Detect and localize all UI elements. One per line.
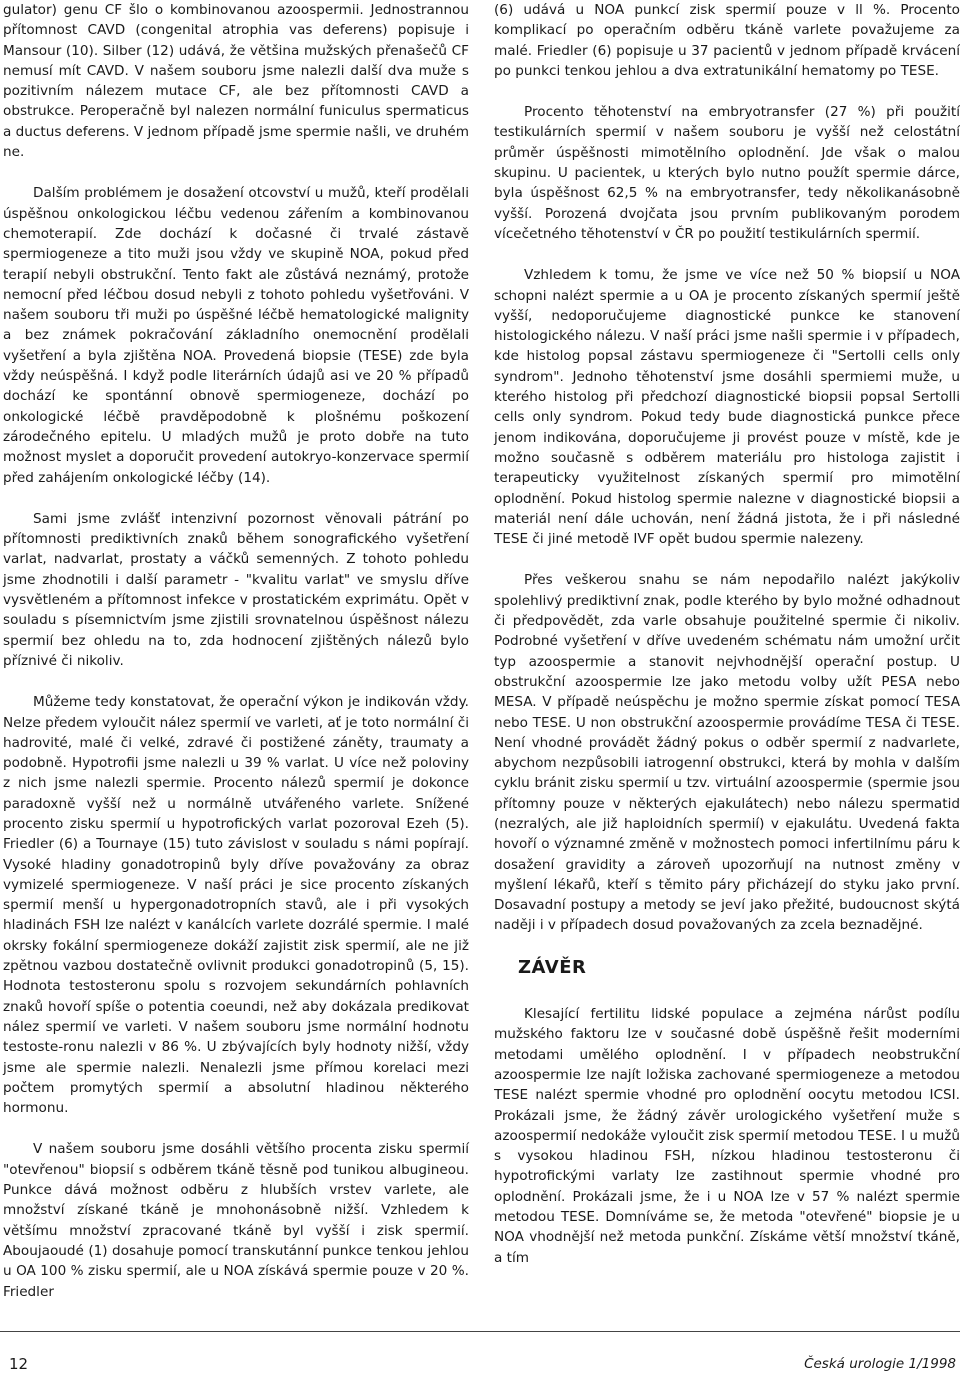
section-heading: ZÁVĚR bbox=[518, 956, 587, 978]
paragraph: (6) udává u NOA punkcí zisk spermií pouze v ll %. Procento komplikací po operačním odběru tkáně varlete považujeme za malé. Friedler (6) popisuje u 37 pacientů v jednom případě krvácení po punkci tenkou jehlou a dva extratunikální hematomy po TESE. bbox=[494, 2, 960, 79]
paragraph: Sami jsme zvlášť intenzivní pozornost věnovali pátrání po přítomnosti prediktivních znaků během sonografického vyšetření varlat, nadvarlat, prostaty a váčků semenných. Z tohoto pohledu jsme zhodnotili i další parametr - "kvalitu varlat" ve smyslu dříve vysvětleném a přítomnost infekce v prostatickém exprimátu. Opět v souladu s písemnictvím jsme zjistili srovnatelnou úspěšnost nálezu spermií bez ohledu na to, zda hodnocení zjištěných nálezů bylo příznivé či nikoliv. bbox=[3, 510, 469, 669]
paragraph: Procento těhotenství na embryotransfer (27 %) při použití testikulárních spermií v našem souboru je vyšší než celostátní průměr úspěšnosti mimotělního oplodnění. Jde však o malou skupinu. U pacientek, u kterých bylo nutno použít spermie dárce, byla úspěšnost 62,5 % na embryotransfer, tedy několikanásobně vyšší. Porozená dvojčata jsou prvním publikovaným porodem vícečetného těhotenství v ČR po použití testikulárních spermií. bbox=[494, 104, 960, 242]
paragraph: Klesající fertilitu lidské populace a zejména nárůst podílu mužského faktoru lze v současné době úspěšně řešit moderními metodami umělého oplodnění. I v případech neobstrukční azoospermie lze najít ložiska zachované spermiogeneze a metodou TESE nalézt spermie vhodné pro oplodnění oocytu metodou ICSI. Prokázali jsme, že žádný závěr urologického vyšetření muže s azoospermií nedokáže vyloučit zisk spermií metodou TESE. I u mužů s vysokou hladinou FSH, nízkou hladinou testosteronu či hypotrofickými varlaty lze zastihnout spermie vhodné pro oplodnění. Prokázali jsme, že i u NOA lze v 57 % nalézt spermie metodou TESE. Domníváme se, že metoda "otevřené" biopsie je u NOA vhodnější než metoda punkční. Získáme větší množství tkáně, a tím bbox=[494, 1006, 960, 1266]
paragraph: Dalším problémem je dosažení otcovství u mužů, kteří prodělali úspěšnou onkologickou léčbu vedenou zářením a kombinovanou chemoterapií. Zde dochází k dočasné či trvalé zástavě spermiogeneze a tito muži jsou vždy ve skupině NOA, pokud před terapií nebyli obstrukční. Tento fakt ale zůstává neznámý, protože nemocní před léčbou dosud nebyli z tohoto pohledu vyšetřováni. V našem souboru tři muži po úspěšné léčbě hematologické malignity a bez známek pokračování základního onemocnění prodělali vyšetření a byla zjištěna NOA. Provedená biopsie (TESE) zde byla vždy neúspěšná. I když podle literárních údajů asi ve 20 % případů dochází ke spontánní obnově spermiogeneze, dochází po onkologické léčbě pravděpodobně k plošnému poškození zárodečného epitelu. U mladých mužů je proto dobře na tuto možnost myslet a doporučit provedení autokryo-konzervace spermií před zahájením onkologické léčby (14). bbox=[3, 185, 469, 486]
paragraph: Přes veškerou snahu se nám nepodařilo nalézt jakýkoliv spolehlivý prediktivní znak, podle kterého by bylo možné odhadnout či předpovědět, zda varle obsahuje použitelné spermie či nikoliv. Podrobné vyšetření v dříve uvedeném schématu nám umožní určit typ azoospermie a stanovit nejvhodnější operační postup. U obstrukční azoospermie lze jako metodu volby užít PESA nebo MESA. V případě neúspěchu je možno spermie získat pomocí TESA nebo TESE. U non obstrukční azoospermie provádíme TESA či TESE. Není vhodné provádět žádný pokus o odběr spermií z nadvarlete, abychom nezpůsobili iatrogenní obstrukci, která by mohla v dalším cyklu bránit zisku spermií u tzv. virtuální azoospermie (spermie jsou přítomny pouze v některých ejakulátech) nebo nálezu spermatid (nezralých, ale již haploidních spermií) v ejakulátu. Uvedená fakta hovoří o významné změně v možnostech pomoci infertilnímu páru k dosažení gravidity a zároveň upozorňují na nutnost změny v myšlení lékařů, kteří s těmito páry přicházejí do styku jako první. Dosavadní postupy a metody se jeví jako přežité, budoucnost skýtá naději i v případech dosud považovaných za zcela beznadějné. bbox=[494, 572, 960, 934]
paragraph: gulator) genu CF šlo o kombinovanou azoospermii. Jednostrannou přítomnost CAVD (congenital atrophia vas deferens) popisuje i Mansour (10). Silber (12) udává, že většina mužských přenašečů CF nemusí mít CAVD. V našem souboru jsme nalezli další dva muže s pozitivním nálezem mutace CF, ale bez přítomnosti CAVD a obstrukce. Peroperačně byl nalezen normální funiculus spermaticus a ductus deferens. V jednom případě jsme spermie našli, ve druhém ne. bbox=[3, 2, 469, 161]
page-number: 12 bbox=[9, 1355, 29, 1373]
paragraph: V našem souboru jsme dosáhli většího procenta zisku spermií "otevřenou" biopsií s odběrem tkáně těsně pod tunikou albugineou. Punkce dává možnost odběru z hlubších vrstev varlete, ale množství získané tkáně je mnohonásobně nižší. Vzhledem k většímu množství zpracované tkáně byl vyšší i zisk spermií. Aboujaoudé (1) dosahuje pomocí transkutánní punkce tenkou jehlou u OA 100 % zisku spermií, ale u NOA získává spermie pouze v 20 %. Friedler bbox=[3, 1141, 469, 1300]
journal-name: Česká urologie 1/1998 bbox=[804, 1356, 956, 1372]
right-column bbox=[494, 0, 960, 1289]
left-column bbox=[3, 0, 469, 1323]
paragraph: Můžeme tedy konstatovat, že operační výkon je indikován vždy. Nelze předem vyloučit nález spermií ve varleti, ať je toto normální či hadrovité, malé či velké, zdravé či postižené záněty, traumaty a podobně. Hypotrofii jsme nalezli u 39 % varlat. U více než poloviny z nich jsme nalezli spermie. Procento nálezů spermií je dokonce paradoxně vyšší než u normálně utvářeného varlete. Snížené procento zisku spermií u hypotrofických varlat pozoroval Ezeh (5). Friedler (6) a Tournaye (15) tuto závislost v souladu s námi popírají. Vysoké hladiny gonadotropinů byly dříve považovány za obraz vymizelé spermiogeneze. V naší práci je sice procento získaných spermií menší u hypergonadotropních stavů, ale i při vysokých hladinách FSH lze nalézt v kanálcích varlete dozrálé spermie. I malé okrsky fokální spermiogeneze dokáží zajistit zisk spermií, ale ne již zpětnou vazbou dostatečně ovlivnit produkci gonadotropinů (5, 15). Hodnota testosteronu spolu s rozvojem sekundárních pohlavních znaků hovoří spíše o potentia coeundi, než aby dokázala predikovat nález spermií ve varleti. V našem souboru jsme normální hodnotu testoste-ronu nalezli v 86 %. U zbývajících byly hodnoty nižší, vždy jsme ale spermie nalezli. Nenalezli jsme přímou korelaci mezi počtem promytých spermií a absolutní hladinou některého hormonu. bbox=[3, 694, 469, 1117]
footer-rule bbox=[0, 1331, 960, 1332]
paragraph: Vzhledem k tomu, že jsme ve více než 50 % biopsií u NOA schopni nalézt spermie a u OA je procento získaných spermií ještě vyšší, nedoporučujeme diagnostické punkce ke stanovení histologického nálezu. V naší práci jsme našli spermie i v případech, kde histolog popsal zástavu spermiogeneze či "Sertolli cells only syndrom". Jednoho těhotenství jsme dosáhli spermiemi muže, u kterého histolog při předchozí diagnostické biopsii popsal Sertolli cells only syndrom. Pokud tedy bude diagnostická punkce přece jenom indikována, doporučujeme ji provést pouze v místě, kde je možno současně s odběrem materiálu pro histologa zajistit i terapeuticky využitelnost získaných spermií pro mimotělní oplodnění. Pokud histolog spermie nalezne v diagnostické biopsii a materiál není dále uchován, není žádná jistota, že i při následné TESE či jiné metodě IVF opět budou spermie nalezeny. bbox=[494, 267, 960, 548]
